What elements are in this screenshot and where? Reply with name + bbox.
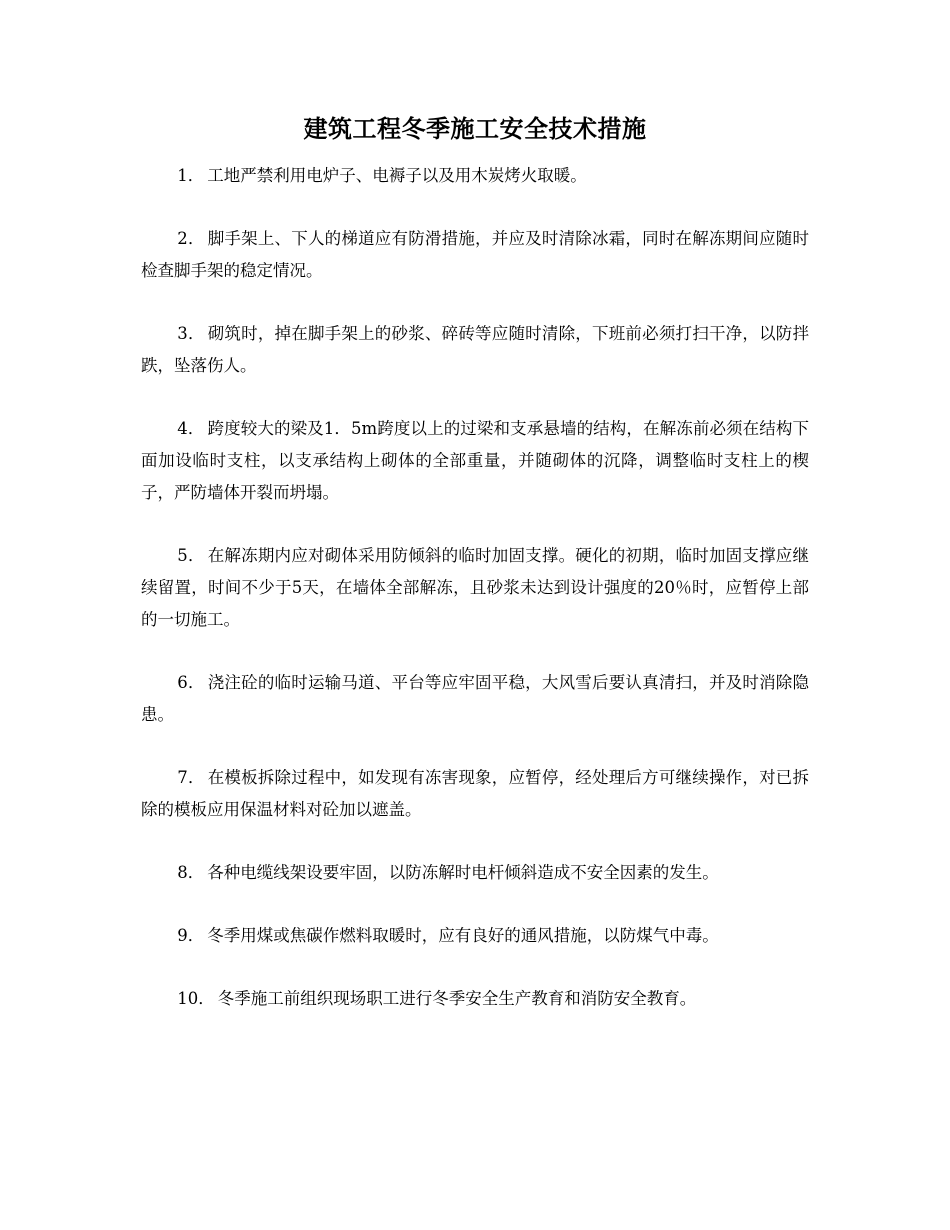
paragraph-number: 3． bbox=[177, 324, 205, 343]
paragraph-text: 砌筑时，掉在脚手架上的砂浆、碎砖等应随时清除，下班前必须打扫干净，以防拌跌，坠落伤人。 bbox=[141, 324, 810, 375]
paragraph-text: 在解冻期内应对砌体采用防倾斜的临时加固支撑。硬化的初期，临时加固支撑应继续留置，时间不少于5天，在墙体全部解冻，且砂浆未达到设计强度的20％时，应暂停上部的一切施工。 bbox=[141, 546, 810, 629]
paragraph-6 bbox=[141, 667, 809, 731]
paragraph-4 bbox=[141, 413, 809, 509]
paragraph-number: 7． bbox=[177, 768, 205, 787]
document-title: 建筑工程冬季施工安全技术措施 bbox=[303, 114, 647, 143]
paragraph-number: 2． bbox=[177, 229, 205, 248]
paragraph-text: 浇注砼的临时运输马道、平台等应牢固平稳，大风雪后要认真清扫，并及时消除隐患。 bbox=[141, 673, 810, 724]
paragraph-number: 6． bbox=[177, 673, 205, 692]
paragraph-8 bbox=[141, 857, 809, 889]
paragraph-text: 脚手架上、下人的梯道应有防滑措施，并应及时清除冰霜，同时在解冻期间应随时检查脚手架的稳定情况。 bbox=[141, 229, 810, 280]
paragraph-7 bbox=[141, 762, 809, 826]
paragraph-3 bbox=[141, 318, 809, 382]
paragraph-number: 4． bbox=[177, 419, 205, 438]
paragraph-1 bbox=[141, 160, 809, 192]
paragraph-text: 工地严禁利用电炉子、电褥子以及用木炭烤火取暖。 bbox=[207, 166, 587, 185]
document-body bbox=[141, 160, 809, 1046]
paragraph-number: 8． bbox=[177, 863, 205, 882]
paragraph-text: 冬季用煤或焦碳作燃料取暖时，应有良好的通风措施，以防煤气中毒。 bbox=[207, 926, 719, 945]
paragraph-5 bbox=[141, 540, 809, 636]
paragraph-9 bbox=[141, 920, 809, 952]
paragraph-number: 1． bbox=[177, 166, 205, 185]
paragraph-text: 各种电缆线架设要牢固，以防冻解时电杆倾斜造成不安全因素的发生。 bbox=[207, 863, 719, 882]
paragraph-number: 10． bbox=[177, 989, 215, 1008]
paragraph-text: 在模板拆除过程中，如发现有冻害现象，应暂停，经处理后方可继续操作，对已拆除的模板应用保温材料对砼加以遮盖。 bbox=[141, 768, 810, 819]
paragraph-text: 跨度较大的梁及1．5m跨度以上的过梁和支承悬墙的结构，在解冻前必须在结构下面加设临时支柱，以支承结构上砌体的全部重量，并随砌体的沉降，调整临时支柱上的楔子，严防墙体开裂而坍塌。 bbox=[141, 419, 809, 502]
paragraph-10 bbox=[141, 983, 809, 1015]
paragraph-2 bbox=[141, 223, 809, 287]
paragraph-text: 冬季施工前组织现场职工进行冬季安全生产教育和消防安全教育。 bbox=[217, 989, 697, 1008]
paragraph-number: 9． bbox=[177, 926, 205, 945]
paragraph-number: 5． bbox=[177, 546, 205, 565]
